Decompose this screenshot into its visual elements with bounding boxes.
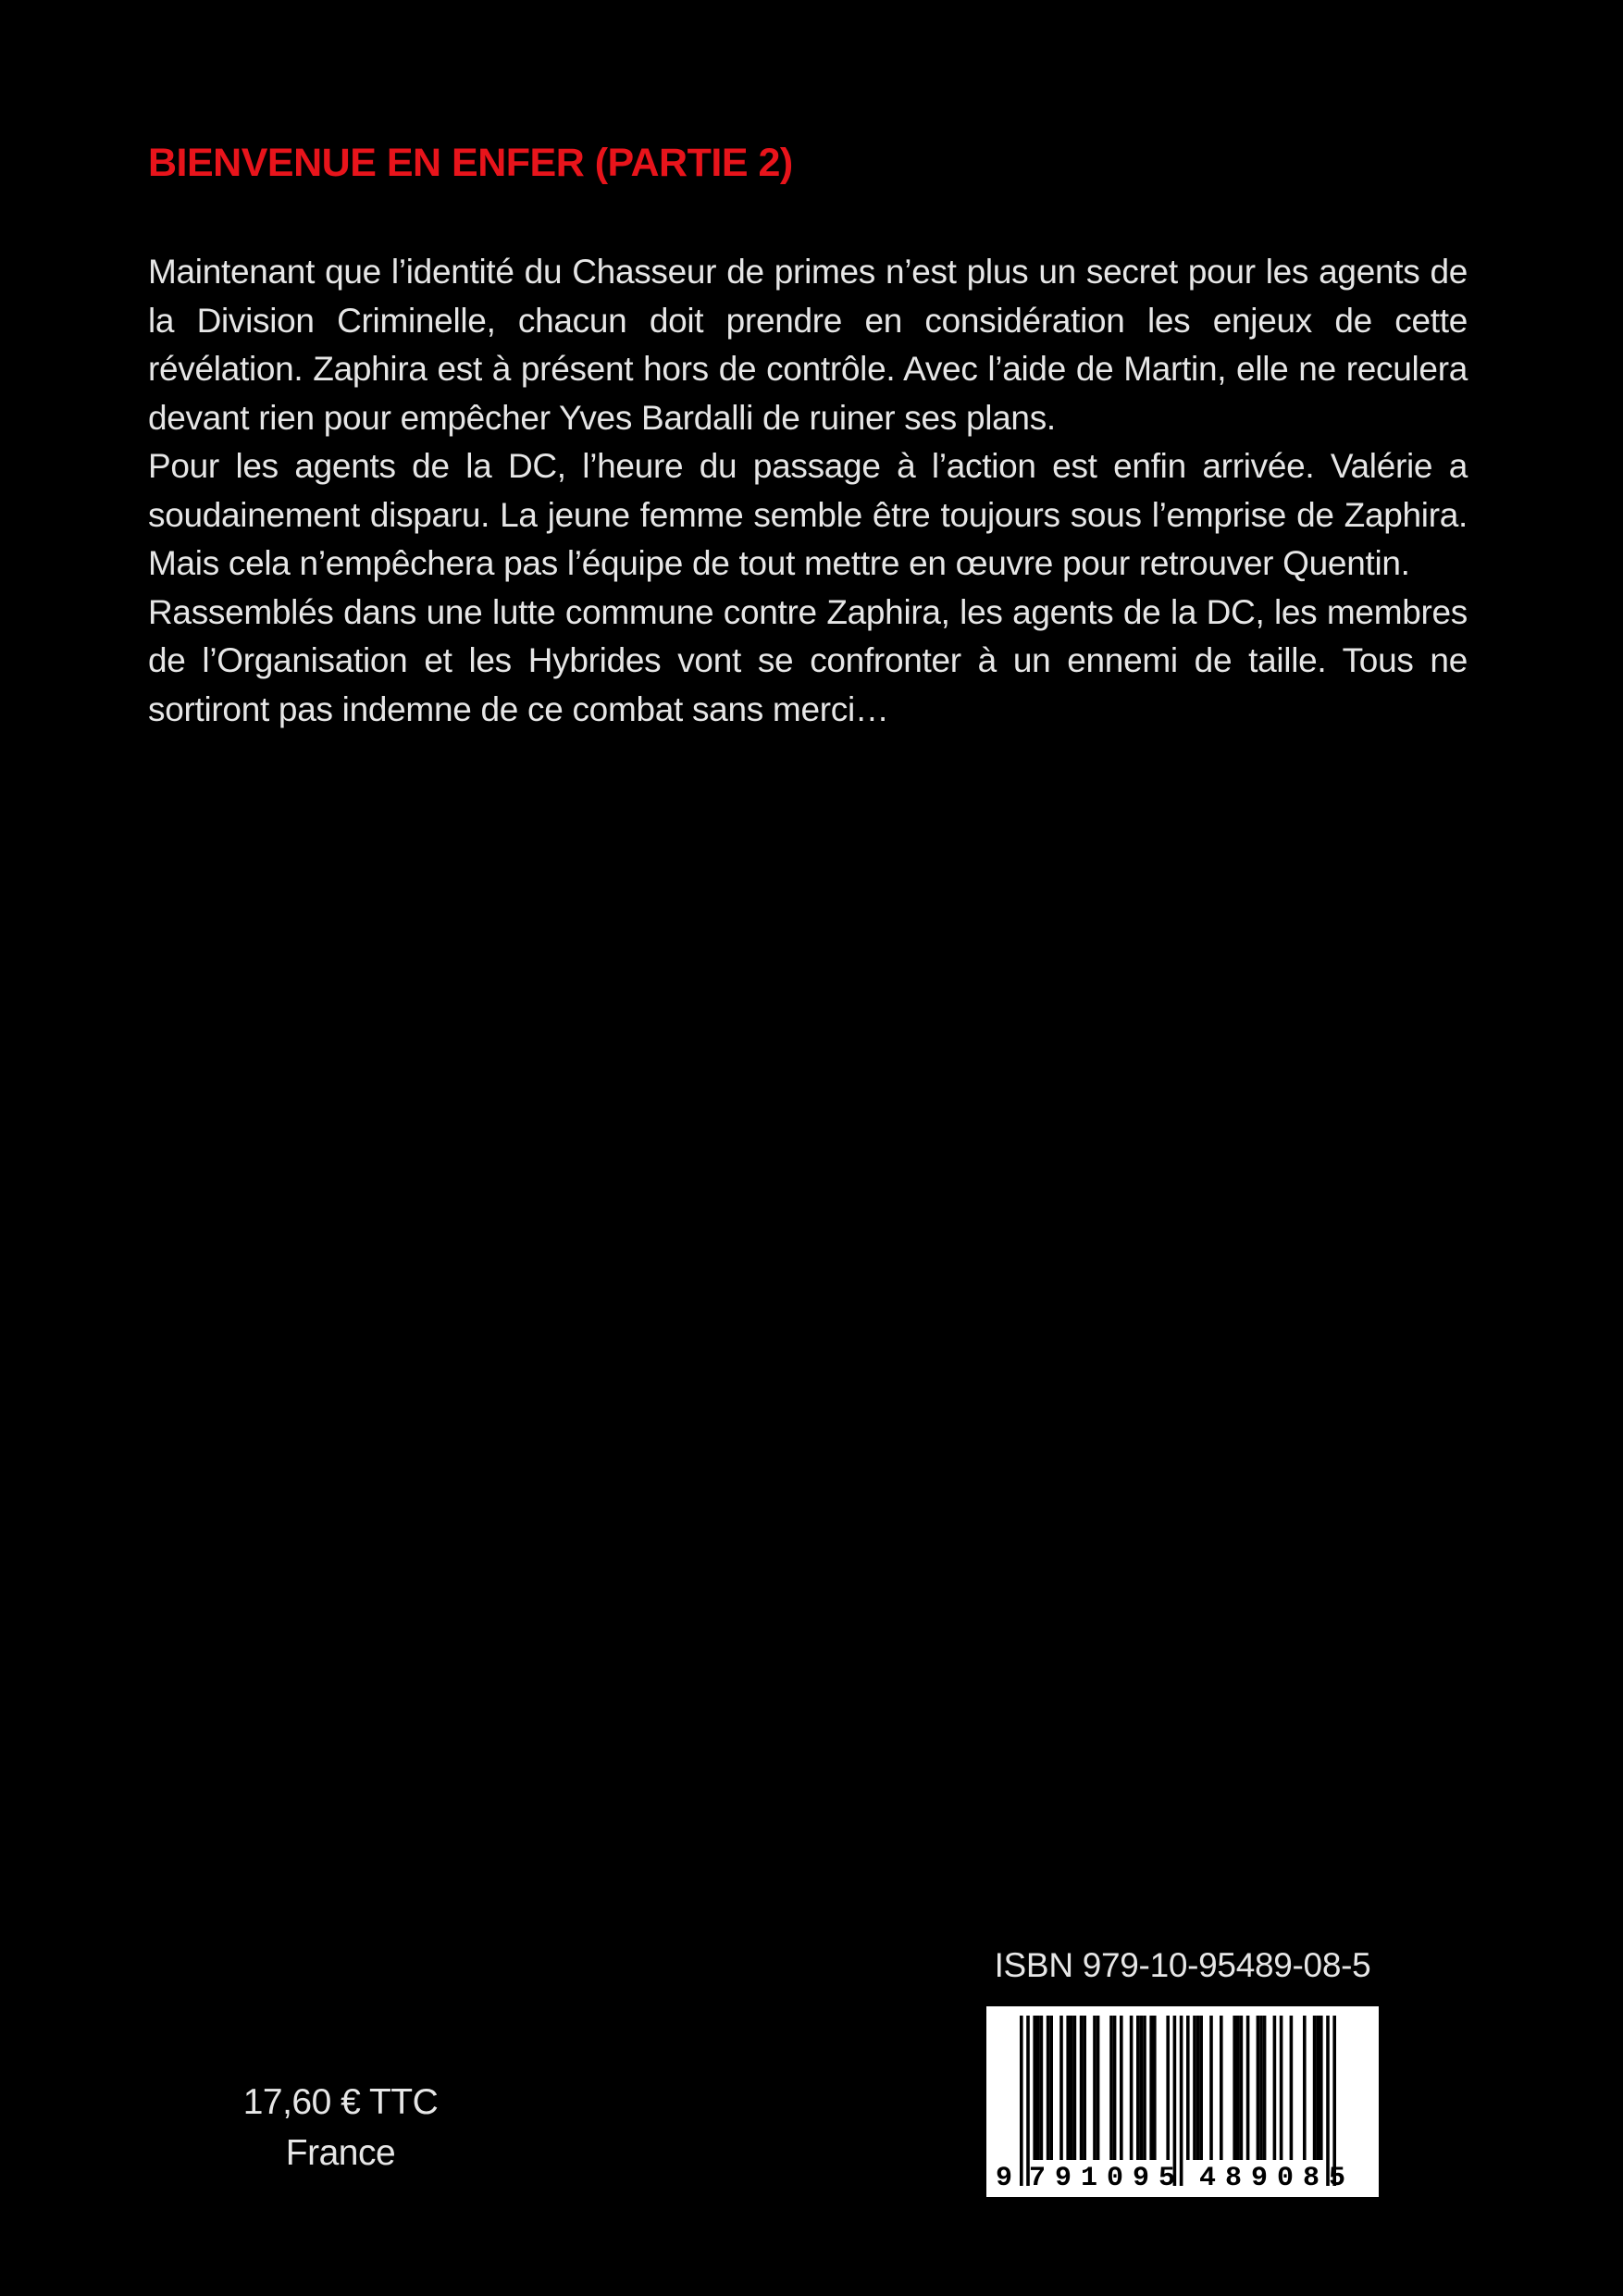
barcode-guard-bar	[1026, 2016, 1030, 2186]
barcode-guard-bar	[1180, 2016, 1183, 2186]
barcode-guard-bar	[1173, 2016, 1177, 2186]
barcode-bar	[1313, 2016, 1317, 2160]
barcode-guard-bar	[1326, 2016, 1330, 2186]
price-block	[222, 2077, 459, 2178]
barcode-bar	[1096, 2016, 1100, 2160]
synopsis-paragraph-1: Maintenant que l’identité du Chasseur de primes n’est plus un secret pour les agents de la Division Criminelle, chacun doit prendre en considération les enjeux de cette révélation. Zaphira est à présent hors de contrôle. Avec l’aide de Martin, elle ne reculera devant rien pour empêcher Yves Bardalli de ruiner ses plans.	[148, 253, 1468, 437]
barcode-digit: 1	[1080, 2163, 1097, 2194]
barcode-bar	[1236, 2016, 1240, 2160]
barcode-digit: 8	[1302, 2163, 1319, 2194]
barcode-digit: 0	[1276, 2163, 1294, 2194]
barcode-bar	[1259, 2016, 1263, 2160]
barcode-bar	[1196, 2016, 1200, 2160]
barcode-bar	[1109, 2016, 1113, 2160]
barcode-guard-bar	[1020, 2016, 1023, 2186]
barcode-digit: 9	[1250, 2163, 1268, 2194]
barcode-bar	[1263, 2016, 1267, 2160]
synopsis	[148, 248, 1468, 734]
barcode-digit: 4	[1198, 2163, 1216, 2194]
barcode-bar	[1113, 2016, 1117, 2160]
barcode-bar	[1033, 2016, 1036, 2160]
barcode-bar	[1120, 2016, 1123, 2160]
barcode-bar	[1209, 2016, 1213, 2160]
barcode-digits	[986, 2162, 1379, 2195]
barcode-bar	[1049, 2016, 1053, 2160]
isbn-number: ISBN 979-10-95489-08-5	[994, 1946, 1371, 1984]
barcode-bar	[1186, 2016, 1190, 2160]
barcode-bar	[1080, 2016, 1084, 2160]
barcode-bar	[1193, 2016, 1196, 2160]
barcode-bar	[1240, 2016, 1244, 2160]
barcode-bar	[1153, 2016, 1157, 2160]
barcode-digit: 8	[1224, 2163, 1242, 2194]
barcode-bar	[1273, 2016, 1277, 2160]
price-country: France	[285, 2133, 396, 2173]
barcode-bar	[1220, 2016, 1223, 2160]
barcode-bar	[1290, 2016, 1294, 2160]
barcode-digit: 9	[1132, 2163, 1149, 2194]
isbn-barcode	[986, 2006, 1379, 2197]
barcode-digit: 5	[1158, 2163, 1175, 2194]
barcode-bar	[1140, 2016, 1144, 2160]
barcode-bar	[1149, 2016, 1153, 2160]
price-amount: 17,60 € TTC	[242, 2082, 439, 2122]
barcode-digit: 5	[1328, 2163, 1345, 2194]
barcode-bar	[1143, 2016, 1146, 2160]
barcode-bar	[1093, 2016, 1096, 2160]
barcode-bar	[1066, 2016, 1070, 2160]
barcode-bar	[1316, 2016, 1319, 2160]
barcode-bar	[1257, 2016, 1260, 2160]
barcode-bar	[1047, 2016, 1050, 2160]
barcode-bar	[1059, 2016, 1063, 2160]
barcode-bar	[1233, 2016, 1236, 2160]
barcode-digit: 9	[995, 2163, 1012, 2194]
barcode-bar	[1070, 2016, 1073, 2160]
barcode-bar	[1303, 2016, 1307, 2160]
barcode-digit: 0	[1106, 2163, 1123, 2194]
barcode-bar	[1199, 2016, 1203, 2160]
barcode-bar	[1246, 2016, 1250, 2160]
barcode-bar	[1280, 2016, 1283, 2160]
barcode-bar	[1136, 2016, 1140, 2160]
synopsis-paragraph-2: Pour les agents de la DC, l’heure du passage à l’action est enfin arrivée. Valérie a soudainement disparu. La jeune femme semble être toujours sous l’emprise de Zaphira. Mais cela n’empêchera pas l’équipe de tout mettre en œuvre pour retrouver Quentin.	[148, 447, 1468, 582]
barcode-digit: 7	[1028, 2163, 1046, 2194]
barcode-bar	[1073, 2016, 1077, 2160]
barcode-bar	[1083, 2016, 1086, 2160]
barcode-bar	[1040, 2016, 1044, 2160]
barcode-guard-bar	[1332, 2016, 1336, 2186]
book-title: BIENVENUE EN ENFER (PARTIE 2)	[148, 141, 793, 185]
barcode-bar	[1166, 2016, 1170, 2160]
barcode-bar	[1319, 2016, 1323, 2160]
barcode-bar	[1130, 2016, 1134, 2160]
barcode-bar	[1036, 2016, 1040, 2160]
barcode-digit: 9	[1054, 2163, 1072, 2194]
synopsis-paragraph-3: Rassemblés dans une lutte commune contre Zaphira, les agents de la DC, les membres de l’Organisation et les Hybrides vont se confronter à un ennemi de taille. Tous ne sortiront pas indemne de ce combat sans merci…	[148, 592, 1468, 728]
